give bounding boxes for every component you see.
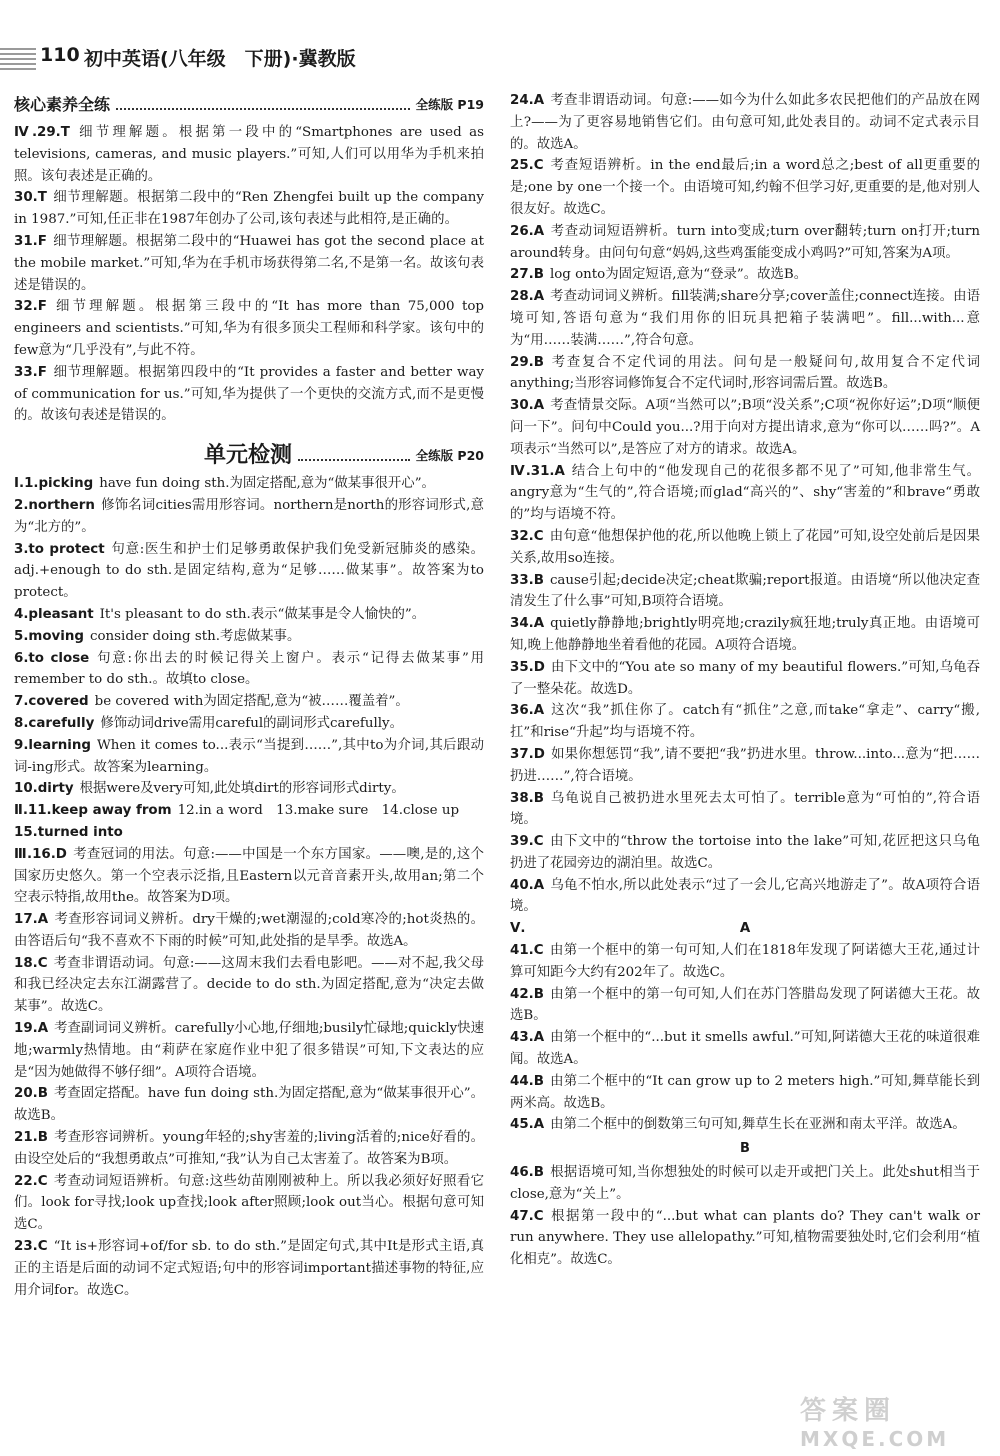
- answer-explanation: 由第一个框中的第一句可知,人们在苏门答腊岛发现了阿诺德大王花。故选B。: [510, 986, 980, 1024]
- answer-item: [14, 778, 484, 800]
- answer-number: 30.T: [14, 190, 47, 206]
- answer-item: [510, 875, 980, 919]
- answer-item: [14, 604, 484, 626]
- answer-item: [14, 1171, 484, 1236]
- answer-explanation: 由第二个框中的“It can grow up to 2 meters high.”可知,舞草能长到两米高。故选B。: [510, 1073, 980, 1111]
- answer-explanation: 考查情景交际。A项“当然可以”;B项“没关系”;C项“祝你好运”;D项“顺便问一下”。问句中Could you...?用于向对方提出请求,意为“你可以……吗?”。A项表示“当然可以”,是答应了对方的请求。故选A。: [510, 398, 980, 457]
- answer-number: 20.B: [14, 1086, 48, 1102]
- section-heading-unit-test: [14, 441, 484, 467]
- answer-item: [14, 362, 484, 427]
- answer-explanation: 由句意“他想保护他的花,所以他晚上锁上了花园”可知,设空处前后是因果关系,故用so连接。: [510, 528, 980, 566]
- answer-explanation: have fun doing sth.为固定搭配,意为“做某事很开心”。: [99, 476, 435, 492]
- answer-explanation: “It is+形容词+of/for sb. to do sth.”是固定句式,其中It是形式主语,真正的主语是后面的动词不定式短语;句中的形容词important描述事物的特征,应用介词for。故选C。: [14, 1239, 484, 1298]
- answer-item: [14, 296, 484, 361]
- answer-item: [510, 1071, 980, 1115]
- answer-item: [14, 626, 484, 648]
- answer-number: 45.A: [510, 1117, 545, 1133]
- answer-explanation: 考查冠词的用法。句意:——中国是一个东方国家。——噢,是的,这个国家历史悠久。第一个空表示泛指,且Eastern以元音音素开头,故用an;第二个空表示特指,故用the。故答案为D项。: [14, 846, 484, 906]
- answer-item: [510, 286, 980, 351]
- answer-number: 10.dirty: [14, 781, 74, 797]
- answer-number: 42.B: [510, 986, 544, 1002]
- answer-number: 25.C: [510, 158, 544, 174]
- answer-number: Ⅰ.1.picking: [14, 476, 94, 492]
- answer-number: 32.C: [510, 528, 544, 544]
- answer-item: [14, 691, 484, 713]
- answer-explanation: 由第二个框中的倒数第三句可知,舞草生长在亚洲和南太平洋。故选A。: [550, 1117, 966, 1133]
- section-title: 核心素养全练: [14, 95, 111, 115]
- header-stripes-decoration: [0, 48, 36, 72]
- passage-a-label: A: [739, 921, 751, 937]
- answer-explanation: 乌龟说自己被扔进水里死去太可怕了。terrible意为“可怕的”,符合语境。: [510, 790, 980, 828]
- answer-explanation: 考查动词短语辨析。句意:这些幼苗刚刚被种上。所以我必须好好照看它们。look for寻找;look up查找;look after照顾;look out当心。根据句意可知选C。: [14, 1173, 484, 1233]
- answer-number: 43.A: [510, 1030, 545, 1046]
- answer-item: [510, 1162, 980, 1206]
- answer-explanation: 乌龟不怕水,所以此处表示“过了一会儿,它高兴地游走了”。故A项符合语境。: [510, 877, 980, 915]
- answer-explanation: When it comes to...表示“当提到……”,其中to为介词,其后跟动词-ing形式。故答案为learning。: [14, 737, 484, 775]
- answer-item: [510, 700, 980, 744]
- answer-number: 34.A: [510, 616, 545, 632]
- answer-explanation: 考查复合不定代词的用法。问句是一般疑问句,故用复合不定代词anything;当形容词修饰复合不定代词时,形容词需后置。故选B。: [510, 354, 980, 392]
- answer-item: [510, 221, 980, 265]
- answer-list-core: [14, 122, 484, 427]
- answer-explanation: 由第一个框中的第一句可知,人们在1818年发现了阿诺德大王花,通过计算可知距今大约有202年了。故选C。: [510, 943, 980, 980]
- answer-explanation: 由第一个框中的“...but it smells awful.”可知,阿诺德大王花的味道很难闻。故选A。: [510, 1030, 980, 1068]
- answer-item: [510, 831, 980, 875]
- answer-explanation: 句意:你出去的时候记得关上窗户。表示“记得去做某事”用remember to do sth.。故填to close。: [14, 650, 485, 688]
- answer-item: [14, 231, 484, 296]
- watermark-text-bottom: MXQE.COM: [800, 1427, 950, 1451]
- answer-explanation: It's pleasant to do sth.表示“做某事是令人愉快的”。: [99, 606, 426, 622]
- answer-number: 41.C: [510, 943, 544, 959]
- answer-item: [510, 1114, 980, 1136]
- answer-explanation: 考查短语辨析。in the end最后;in a word总之;best of all更重要的是;one by one一个接一个。由语境可知,约翰不但学习好,更重要的是,他对别人很友好。故选C。: [510, 158, 980, 217]
- answer-number: 8.carefully: [14, 715, 95, 731]
- answer-number: Ⅲ.16.D: [14, 846, 67, 862]
- answer-number: 15.turned into: [14, 824, 123, 840]
- answer-number: 46.B: [510, 1165, 544, 1181]
- dotted-leader: [116, 108, 410, 110]
- answer-number: 19.A: [14, 1021, 49, 1037]
- answer-number: 31.F: [14, 233, 47, 249]
- answer-number: 5.moving: [14, 628, 84, 644]
- answer-explanation: 考查形容词辨析。young年轻的;shy害羞的;living活着的;nice好看的。由设空处后的“我想勇敢点”可推知,“我”认为自己太害羞了。故答案为B项。: [14, 1130, 484, 1167]
- answer-explanation: 由下文中的“throw the tortoise into the lake”可知,花匠把这只乌龟扔进了花园旁边的湖泊里。故选C。: [510, 834, 980, 871]
- answer-item: [14, 495, 484, 539]
- answer-item: [14, 648, 484, 692]
- answer-list-continued: [510, 90, 980, 918]
- watermark-logo: [800, 1390, 996, 1452]
- answer-item: [14, 713, 484, 735]
- answer-list-passage-b: [510, 1162, 980, 1271]
- answer-item: [510, 155, 980, 220]
- answer-number: 29.B: [510, 354, 544, 370]
- answer-explanation: log onto为固定短语,意为“登录”。故选B。: [549, 267, 808, 283]
- answer-number: 18.C: [14, 955, 48, 971]
- answer-item: [510, 461, 980, 526]
- dotted-leader: [298, 459, 410, 461]
- section-heading-core: [14, 90, 484, 116]
- answer-explanation: 这次“我”抓住你了。catch有“抓住”之意,而take“拿走”、carry“搬,扛”和rise“升起”均与语境不符。: [510, 703, 980, 741]
- answer-number: 47.C: [510, 1208, 544, 1224]
- answer-explanation: quietly静静地;brightly明亮地;crazily疯狂地;truly真正地。由语境可知,晚上他静静地坐着看他的花园。A项符合语境。: [510, 616, 980, 653]
- answer-list-unit-test: [14, 473, 484, 1301]
- answer-number: 38.B: [510, 790, 544, 806]
- answer-explanation: consider doing sth.考虑做某事。: [90, 628, 301, 644]
- answer-number: 26.A: [510, 223, 545, 239]
- answer-item: [510, 744, 980, 788]
- answer-number: 40.A: [510, 877, 545, 893]
- answer-explanation: 12.in a word 13.make sure 14.close up: [177, 803, 460, 819]
- section-page-ref: 全练版 P20: [415, 448, 484, 464]
- answer-item: [14, 187, 484, 231]
- answer-number: 17.A: [14, 912, 49, 928]
- answer-number: 32.F: [14, 299, 47, 315]
- answer-explanation: cause引起;decide决定;cheat欺骗;report报道。由语境“所以他决定查清发生了什么事”可知,B项符合语境。: [510, 572, 980, 610]
- answer-item: [14, 735, 484, 779]
- answer-number: 28.A: [510, 289, 545, 305]
- answer-item: [14, 953, 484, 1018]
- answer-number: 21.B: [14, 1130, 48, 1146]
- answer-number: Ⅱ.11.keep away from: [14, 803, 172, 819]
- answer-item: [14, 822, 484, 844]
- answer-number: 24.A: [510, 93, 545, 108]
- answer-explanation: 修饰名词cities需用形容词。northern是north的形容词形式,意为“北方的”。: [14, 497, 484, 535]
- answer-explanation: 结合上句中的“他发现自己的花很多都不见了”可知,他非常生气。angry意为“生气的”,符合语境;而glad“高兴的”、shy“害羞的”和brave“勇敢的”均与语境不符。: [510, 463, 980, 523]
- answer-item: [510, 984, 980, 1028]
- page-header: [0, 0, 1000, 80]
- answer-item: [510, 613, 980, 657]
- answer-number: Ⅳ.29.T: [14, 125, 70, 140]
- answer-explanation: be covered with为固定搭配,意为“被……覆盖着”。: [94, 694, 409, 710]
- answer-item: [14, 800, 484, 822]
- answer-explanation: 考查形容词词义辨析。dry干燥的;wet潮湿的;cold寒冷的;hot炎热的。由答语后句“我不喜欢不下雨的时候”可知,此处指的是旱季。故选A。: [14, 912, 484, 949]
- answer-explanation: 由下文中的“You ate so many of my beautiful flowers.”可知,乌龟吞了一整朵花。故选D。: [510, 659, 980, 697]
- answer-item: [510, 1206, 980, 1271]
- answer-number: 2.northern: [14, 497, 95, 513]
- answer-explanation: 细节理解题。根据第二段中的“Ren Zhengfei built up the company in 1987.”可知,任正非在1987年创办了公司,该句表述与此相符,是正确的。: [14, 190, 484, 228]
- answer-item: [14, 539, 484, 604]
- answer-item: [510, 90, 980, 155]
- answer-explanation: 考查固定搭配。have fun doing sth.为固定搭配,意为“做某事很开心”。故选B。: [14, 1086, 484, 1124]
- answer-item: [510, 352, 980, 396]
- answer-explanation: 考查非谓语动词。句意:——如今为什么如此多农民把他们的产品放在网上?——为了更容易地销售它们。由句意可知,此处表目的。动词不定式表示目的。故选A。: [510, 93, 980, 152]
- answer-item: [14, 1083, 484, 1127]
- right-column: [510, 90, 980, 1271]
- answer-number: 35.D: [510, 659, 545, 675]
- answer-number: 23.C: [14, 1239, 48, 1255]
- answer-item: [510, 788, 980, 832]
- answer-explanation: 考查动词短语辨析。turn into变成;turn over翻转;turn on打开;turn around转身。由问句句意“妈妈,这些鸡蛋能变成小鸡吗?”可知,答案为A项。: [510, 223, 980, 261]
- answer-explanation: 细节理解题。根据第三段中的“It has more than 75,000 top engineers and scientists.”可知,华为有很多顶尖工程师和科学家。该句中的few意为“几乎没有”,与此不符。: [14, 299, 484, 358]
- page-number: 110: [40, 44, 80, 66]
- passage-b-label: B: [740, 1141, 750, 1157]
- answer-explanation: 修饰动词drive需用careful的副词形式carefully。: [100, 715, 403, 731]
- answer-item: [510, 1027, 980, 1071]
- section-page-ref: 全练版 P19: [415, 97, 484, 113]
- answer-explanation: 细节理解题。根据第四段中的“It provides a faster and better way of communication for us.”可知,华为提供了一个更快的交流方式,而不是更慢的。故该句表述是错误的。: [14, 364, 484, 424]
- answer-number: 37.D: [510, 746, 545, 762]
- answer-item: [510, 570, 980, 614]
- answer-number: 44.B: [510, 1073, 544, 1089]
- answer-number: 27.B: [510, 267, 544, 283]
- answer-item: [14, 122, 484, 187]
- answer-item: [14, 1236, 484, 1301]
- answer-explanation: 根据第一段中的“...but what can plants do? They can't walk or run anywhere. They use allelopathy.”可知,植物需要独处时,它们会利用“植化相克”。故选C。: [510, 1208, 980, 1268]
- answer-number: 30.A: [510, 398, 545, 414]
- answer-item: [14, 844, 484, 909]
- answer-explanation: 句意:医生和护士们足够勇敢保护我们免受新冠肺炎的感染。adj.+enough to do sth.是固定结构,意为“足够……做某事”。故答案为to protect。: [14, 541, 484, 601]
- answer-explanation: 考查非谓语动词。句意:——这周末我们去看电影吧。——对不起,我父母和我已经决定去东江湖露营了。decide to do sth.为固定搭配,意为“决定去做某事”。故选C。: [14, 955, 484, 1015]
- answer-number: 22.C: [14, 1173, 48, 1189]
- answer-explanation: 如果你想惩罚“我”,请不要把“我”扔进水里。throw...into...意为“把……扔进……”,符合语境。: [510, 746, 980, 784]
- answer-item: [14, 473, 484, 495]
- answer-item: [510, 264, 980, 286]
- answer-item: [510, 395, 980, 460]
- answer-item: [14, 1018, 484, 1083]
- book-title: 初中英语(八年级 下册)·冀教版: [84, 48, 356, 70]
- answer-explanation: 细节理解题。根据第二段中的“Huawei has got the second place at the mobile market.”可知,华为在手机市场获得第二名,不是第一名。故该句表述是错误的。: [14, 233, 484, 293]
- answer-number: 33.B: [510, 572, 544, 588]
- answer-number: 9.learning: [14, 737, 91, 753]
- answer-number: 33.F: [14, 364, 47, 380]
- answer-number: 36.A: [510, 703, 545, 719]
- answer-item: [510, 526, 980, 570]
- left-column: [14, 90, 484, 1301]
- answer-list-passage-a: [510, 940, 980, 1136]
- answer-number: Ⅳ.31.A: [510, 463, 565, 479]
- part5-label: Ⅴ.: [510, 921, 526, 937]
- answer-explanation: 根据语境可知,当你想独处的时候可以走开或把门关上。此处shut相当于close,意为“关上”。: [510, 1165, 980, 1202]
- answer-item: [14, 1127, 484, 1171]
- answer-number: 7.covered: [14, 694, 89, 710]
- part5-heading: [510, 918, 980, 940]
- answer-item: [510, 657, 980, 701]
- answer-explanation: 考查副词词义辨析。carefully小心地,仔细地;busily忙碌地;quickly快速地;warmly热情地。由“莉萨在家庭作业中犯了很多错误”可知,下文表达的应是“因为她做得不够仔细”。A项符合语境。: [14, 1021, 484, 1080]
- answer-number: 4.pleasant: [14, 606, 94, 622]
- answer-number: 3.to protect: [14, 541, 105, 557]
- answer-explanation: 根据were及very可知,此处填dirt的形容词形式dirty。: [79, 781, 405, 797]
- watermark-text-top: 答案圈: [800, 1396, 897, 1426]
- answer-explanation: 细节理解题。根据第一段中的“Smartphones are used as televisions, cameras, and music players.”可知,人们可以用华为手机来拍照。该句表述是正确的。: [14, 125, 484, 184]
- section-title: 单元检测: [204, 443, 293, 469]
- answer-item: [14, 909, 484, 953]
- answer-number: 39.C: [510, 834, 544, 850]
- answer-number: 6.to close: [14, 650, 90, 666]
- answer-explanation: 考查动词词义辨析。fill装满;share分享;cover盖住;connect连接。由语境可知,答语句意为“我们用你的旧玩具把箱子装满吧”。fill...with...意为“用……装满……”,符合句意。: [510, 289, 980, 348]
- answer-item: [510, 940, 980, 984]
